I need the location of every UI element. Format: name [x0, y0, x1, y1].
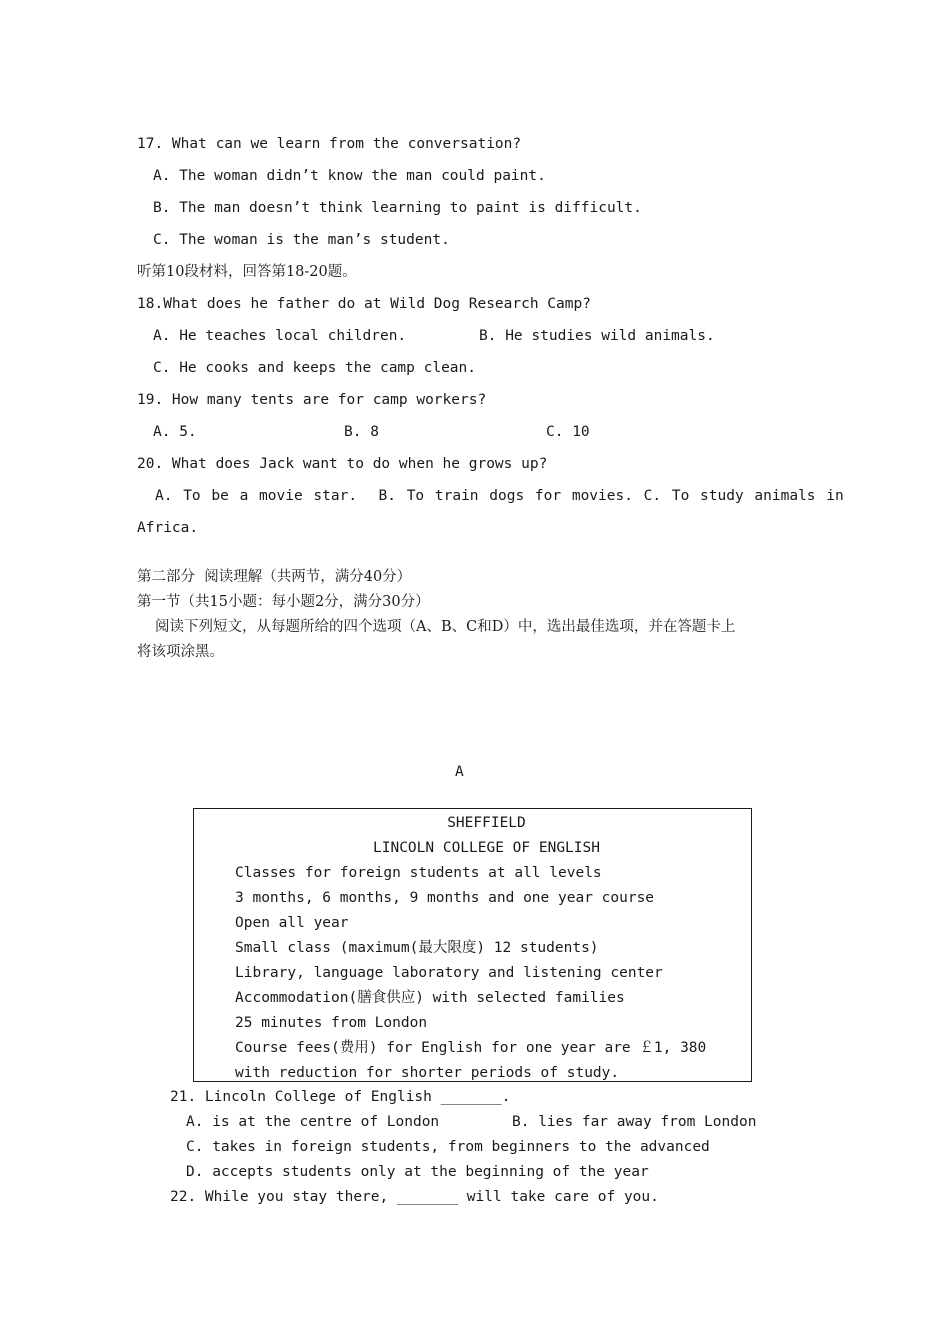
q18-option-a: A. He teaches local children. [153, 328, 407, 344]
q19-option-c: C. 10 [546, 424, 590, 440]
question-20: 20. What does Jack want to do when he grows up? [137, 456, 548, 472]
q17-option-b: B. The man doesn’t think learning to paint is difficult. [153, 200, 642, 216]
question-18: 18.What does he father do at Wild Dog Research Camp? [137, 296, 591, 312]
q21-option-a: A. is at the centre of London [186, 1114, 440, 1130]
q20-options: A. To be a movie star. B. To train dogs for movies. C. To study animals in [155, 488, 844, 504]
q20-options-wrap: Africa. [137, 520, 199, 536]
ad-line: Open all year [235, 915, 349, 931]
q17-option-a: A. The woman didn’t know the man could paint. [153, 168, 546, 184]
ad-line: Small class (maximum(最大限度) 12 students) [235, 940, 599, 956]
q18-option-b: B. He studies wild animals. [479, 328, 715, 344]
q19-option-a: A. 5. [153, 424, 197, 440]
ad-line: 25 minutes from London [235, 1015, 428, 1031]
ad-line: with reduction for shorter periods of study. [235, 1065, 620, 1081]
ad-city: SHEFFIELD [447, 815, 526, 831]
part2-heading: 第二部分 阅读理解（共两节，满分40分） [137, 569, 412, 585]
q18-option-c: C. He cooks and keeps the camp clean. [153, 360, 477, 376]
question-22: 22. While you stay there, _______ will take care of you. [170, 1189, 659, 1205]
question-17: 17. What can we learn from the conversation? [137, 136, 522, 152]
ad-line: 3 months, 6 months, 9 months and one year course [235, 890, 655, 906]
part2-section1: 第一节（共15小题：每小题2分，满分30分） [137, 594, 430, 610]
ad-line: Classes for foreign students at all levels [235, 865, 602, 881]
q21-option-d: D. accepts students only at the beginning of the year [186, 1164, 649, 1180]
ad-line: Course fees(费用) for English for one year are ￡1, 380 [235, 1040, 707, 1056]
advertisement-box [193, 808, 752, 1082]
part2-instruction-line1: 阅读下列短文，从每题所给的四个选项（A、B、C和D）中，选出最佳选项，并在答题卡上 [155, 619, 736, 635]
section10-intro: 听第10段材料，回答第18-20题。 [137, 264, 357, 280]
q17-option-c: C. The woman is the man’s student. [153, 232, 450, 248]
part2-instruction-line2: 将该项涂黑。 [137, 644, 224, 660]
question-19: 19. How many tents are for camp workers? [137, 392, 487, 408]
passage-label: A [455, 764, 464, 780]
question-21: 21. Lincoln College of English _______. [170, 1089, 511, 1105]
ad-college-name: LINCOLN COLLEGE OF ENGLISH [373, 840, 600, 856]
q21-option-c: C. takes in foreign students, from beginners to the advanced [186, 1139, 710, 1155]
ad-line: Library, language laboratory and listening center [235, 965, 663, 981]
q19-option-b: B. 8 [344, 424, 379, 440]
q21-option-b: B. lies far away from London [512, 1114, 757, 1130]
ad-line: Accommodation(膳食供应) with selected families [235, 990, 625, 1006]
